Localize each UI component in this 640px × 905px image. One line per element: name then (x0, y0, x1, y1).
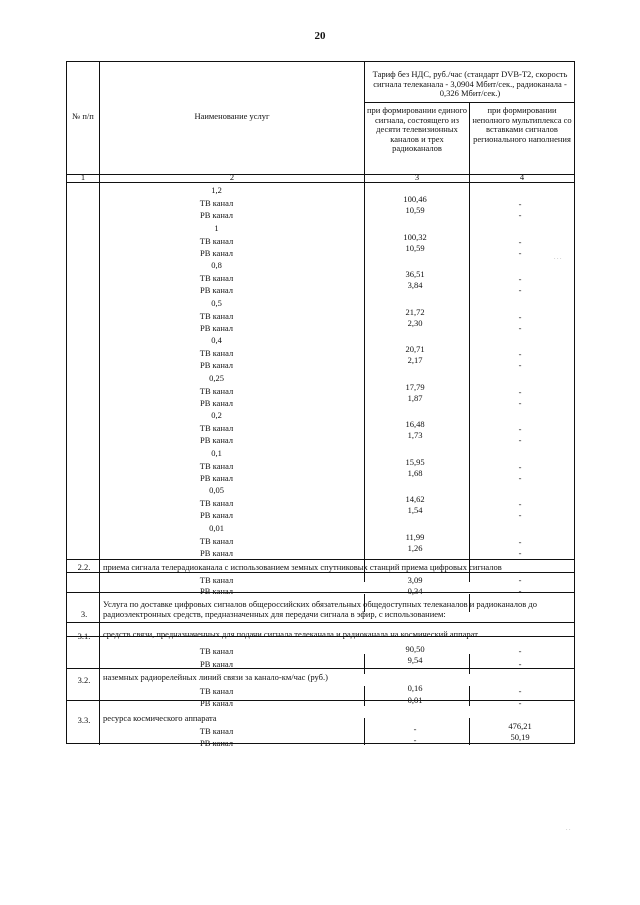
tv-label: ТВ канал (199, 348, 234, 358)
dash: - (518, 435, 522, 445)
rv-value: 1,87 (407, 392, 423, 403)
dash: - (518, 397, 522, 408)
rv-value: 3,84 (407, 280, 423, 290)
dash: - (518, 461, 522, 472)
rv-value: 10,59 (405, 205, 425, 215)
tv-label: ТВ канал (199, 460, 234, 471)
rv-label: РВ канал (200, 322, 233, 333)
rv-value: 1,68 (407, 467, 423, 478)
tariff-table (66, 61, 575, 748)
tv-value: 14,62 (405, 494, 425, 504)
rv-value: 9,54 (407, 655, 423, 665)
row-divider (67, 622, 575, 623)
dash: - (518, 386, 522, 397)
rv-value: 1,26 (407, 542, 423, 553)
tv-value: 20,71 (405, 344, 425, 354)
tv-value: 100,46 (403, 194, 427, 204)
section-text: ресурса космического аппарата (103, 713, 217, 723)
section-text: Услуга по доставке цифровых сигналов общероссийских обязательных общедоступных телеканалов и радиоканалов до радиоэлектронных средств, предназначенных для передачи сигнала в эфир, с использованием: (103, 599, 537, 619)
dash: - (518, 311, 522, 322)
tv-label: ТВ канал (199, 198, 234, 208)
dash: - (518, 274, 522, 284)
header-col4: при формировании неполного мультиплекса со вставками сигналов регионального наполнения (472, 105, 572, 144)
coefficient-value: 0,2 (211, 410, 222, 420)
coefficient-value: 0,1 (211, 447, 222, 458)
rv-value: 1,54 (407, 505, 423, 515)
dash: - (518, 424, 522, 434)
coefficient-value: 0,25 (209, 372, 224, 383)
row-number: 3.1. (77, 631, 91, 641)
index-3: 3 (414, 172, 420, 182)
index-4: 4 (519, 172, 525, 182)
tv-value: 21,72 (405, 306, 425, 317)
tv-value: 36,51 (405, 269, 425, 279)
dash: - (518, 472, 522, 483)
coefficient-value: 0,4 (211, 335, 222, 345)
rv-value: 0,01 (407, 695, 423, 705)
dash: - (518, 285, 522, 295)
tv-label: ТВ канал (199, 726, 234, 736)
dash: - (518, 536, 522, 547)
rv-value: 2,17 (407, 355, 423, 365)
tv-label: ТВ канал (199, 423, 234, 433)
dash: - (518, 659, 522, 669)
row-number: 3.3. (77, 715, 91, 725)
row-number: 3. (80, 609, 88, 619)
coefficient-value: 1 (214, 222, 219, 233)
tv-value: 0,16 (407, 683, 423, 693)
rv-label: РВ канал (200, 397, 233, 408)
index-2: 2 (229, 172, 235, 182)
coefficient-value: 0,5 (211, 297, 222, 308)
tv-value: 90,50 (405, 644, 425, 654)
row-divider (364, 102, 575, 103)
tv-label: ТВ канал (199, 575, 234, 585)
dash: - (518, 360, 522, 370)
rv-label: РВ канал (200, 659, 233, 669)
rv-label: РВ канал (200, 435, 233, 445)
dash: - (518, 646, 522, 656)
tv-value: 15,95 (405, 456, 425, 467)
coefficient-value: 0,8 (211, 260, 222, 270)
tv-value: 17,79 (405, 381, 425, 392)
dash: - (518, 210, 522, 220)
dash: - (518, 236, 522, 247)
dash: - (518, 499, 522, 509)
header-col3: при формировании единого сигнала, состоящего из десяти телевизионных каналов и трех радиоканалов (366, 105, 468, 154)
tv-label: ТВ канал (199, 235, 234, 246)
rv-value: 50,19 (510, 732, 530, 742)
col-divider (99, 62, 100, 745)
row-number: 2.2. (77, 562, 91, 572)
scan-speck: . . . (554, 255, 562, 261)
scan-speck: . . (566, 826, 571, 832)
section-text: приема сигнала телерадиоканала с использованием земных спутниковых станций приема цифровых сигналов (103, 562, 502, 572)
dash: - (413, 724, 417, 734)
rv-label: РВ канал (200, 698, 233, 708)
rv-label: РВ канал (200, 285, 233, 295)
col-divider (364, 62, 365, 186)
index-1: 1 (80, 172, 86, 182)
dash: - (518, 575, 522, 585)
tv-value: 3,09 (407, 575, 423, 585)
tv-value: 16,48 (405, 419, 425, 429)
rv-label: РВ канал (200, 547, 233, 558)
rv-value: 0,34 (407, 586, 423, 596)
rv-value: 10,59 (405, 242, 425, 253)
tv-label: ТВ канал (199, 310, 234, 321)
dash: - (518, 586, 522, 596)
header-num: № п/п (72, 111, 94, 121)
rv-label: РВ канал (200, 586, 233, 596)
dash: - (413, 735, 417, 745)
rv-label: РВ канал (200, 360, 233, 370)
coefficient-value: 0,05 (209, 485, 224, 495)
tv-label: ТВ канал (199, 385, 234, 396)
rv-value: 2,30 (407, 317, 423, 328)
dash: - (518, 199, 522, 209)
tv-label: ТВ канал (199, 273, 234, 283)
coefficient-value: 0,01 (209, 522, 224, 533)
page-number: 20 (314, 30, 326, 42)
rv-label: РВ канал (200, 472, 233, 483)
tv-label: ТВ канал (199, 686, 234, 696)
dash: - (518, 322, 522, 333)
row-divider (67, 559, 575, 560)
coefficient-value: 1,2 (211, 185, 222, 195)
dash: - (518, 247, 522, 258)
dash: - (518, 349, 522, 359)
dash: - (518, 510, 522, 520)
rv-label: РВ канал (200, 510, 233, 520)
tv-value: 476,21 (508, 721, 532, 731)
header-tariff: Тариф без НДС, руб./час (стандарт DVB-T2, скорость сигнала телеканала - 3,0904 Мбит/сек., радиоканала - 0,326 Мбит/сек.) (372, 69, 568, 99)
tv-value: 100,32 (403, 231, 427, 242)
rv-label: РВ канал (200, 210, 233, 220)
tv-label: ТВ канал (199, 498, 234, 508)
rv-label: РВ канал (200, 738, 233, 748)
row-number: 3.2. (77, 675, 91, 685)
tv-label: ТВ канал (199, 646, 234, 656)
rv-value: 1,73 (407, 430, 423, 440)
dash: - (518, 686, 522, 696)
header-name: Наименование услуг (194, 111, 270, 121)
row-divider (67, 572, 575, 573)
dash: - (518, 698, 522, 708)
tv-label: ТВ канал (199, 535, 234, 546)
rv-label: РВ канал (200, 247, 233, 258)
dash: - (518, 547, 522, 558)
section-text: наземных радиорелейных линий связи за канало-км/час (руб.) (103, 672, 328, 682)
section-text: средств связи, предназначенных для подачи сигнала телеканала и радиоканала на космический аппарат (103, 629, 478, 639)
tv-value: 11,99 (405, 531, 425, 542)
